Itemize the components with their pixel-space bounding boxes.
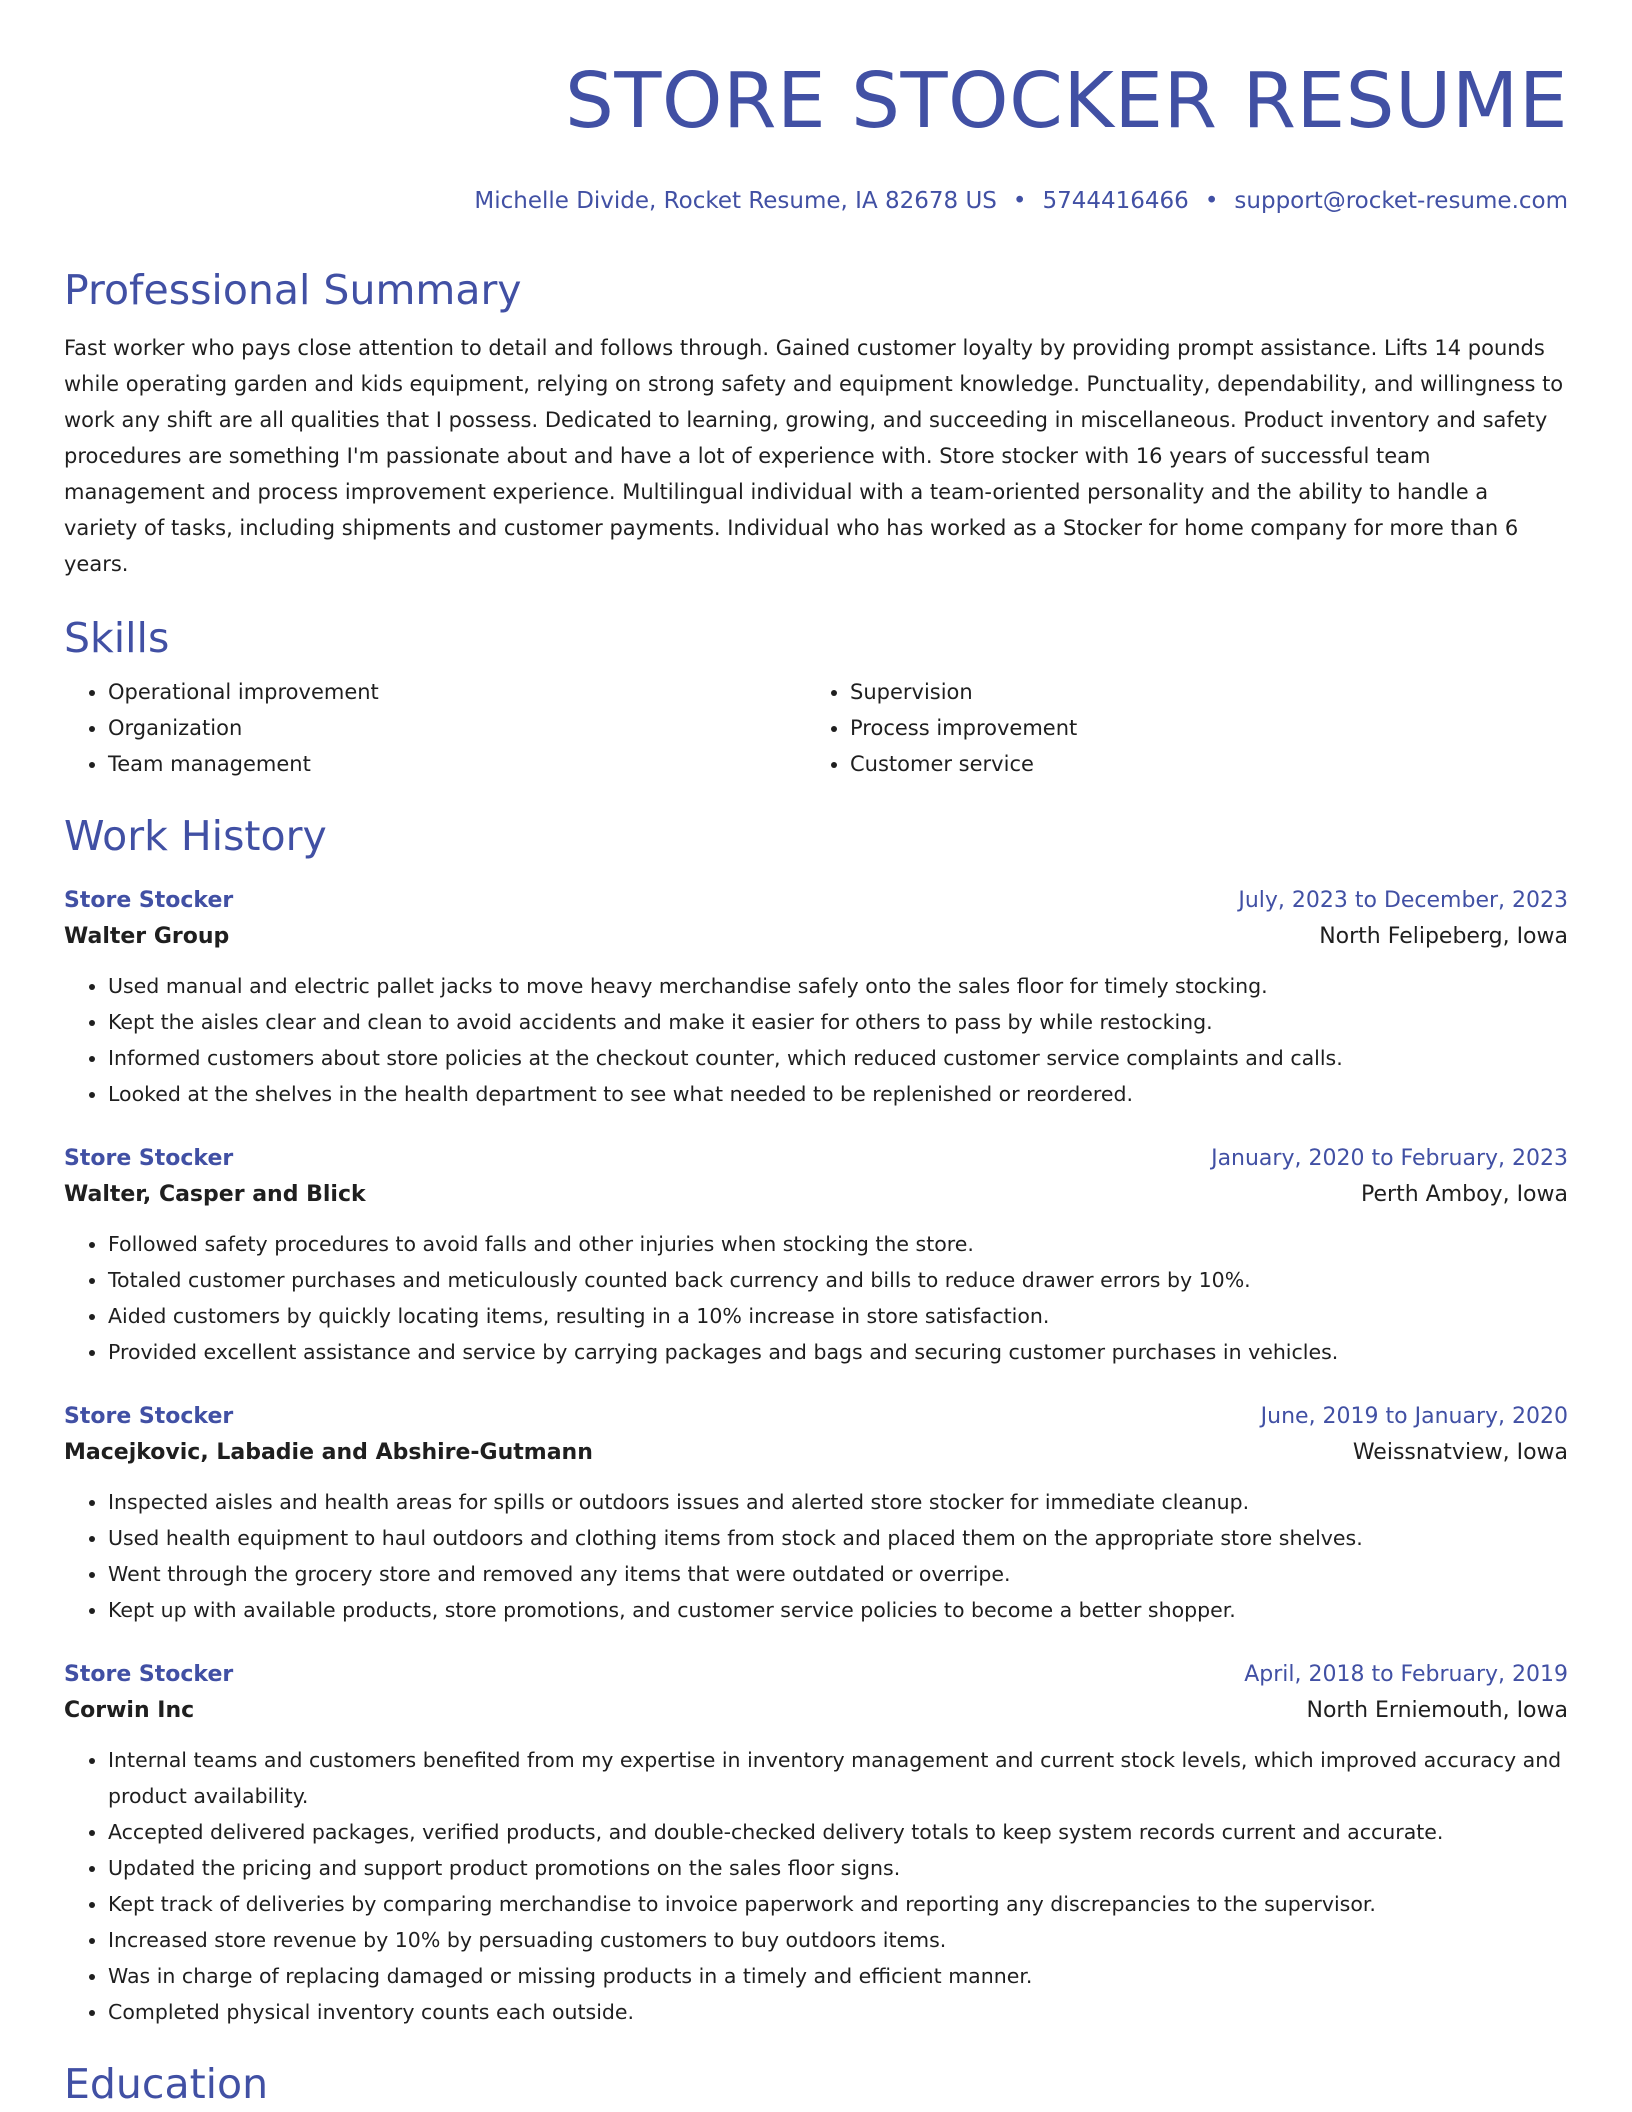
job-bullets — [64, 1742, 1568, 2030]
job-bullet: • Looked at the shelves in the health department to see what needed to be replenished or reordered. — [108, 1076, 1568, 1112]
job-dates: January, 2020 to February, 2023 — [1211, 1146, 1568, 1171]
job-title: Store Stocker — [64, 1146, 234, 1171]
job-company: Macejkovic, Labadie and Abshire-Gutmann — [64, 1440, 593, 1465]
skills-list — [64, 674, 1568, 782]
job-company: Walter Group — [64, 924, 230, 949]
job-entry — [64, 884, 1568, 1112]
job-bullet: • Informed customers about store policies at the checkout counter, which reduced customer service complaints and calls. — [108, 1040, 1568, 1076]
job-entry — [64, 1142, 1568, 1370]
job-bullet: • Increased store revenue by 10% by persuading customers to buy outdoors items. — [108, 1922, 1568, 1958]
job-location: North Felipeberg, Iowa — [1319, 924, 1568, 949]
job-title: Store Stocker — [64, 1404, 234, 1429]
job-bullet: • Updated the pricing and support product promotions on the sales floor signs. — [108, 1850, 1568, 1886]
contact-separator: • — [1012, 188, 1027, 214]
contact-line — [64, 186, 1568, 216]
job-location: Perth Amboy, Iowa — [1361, 1182, 1568, 1207]
skill-item: • Team management — [108, 746, 806, 782]
job-bullet: • Went through the grocery store and removed any items that were outdated or overripe. — [108, 1556, 1568, 1592]
skills-heading: Skills — [64, 614, 170, 662]
skill-item: • Organization — [108, 710, 806, 746]
job-entry — [64, 1658, 1568, 2030]
job-bullets — [64, 1484, 1568, 1628]
work-history-heading: Work History — [64, 812, 327, 860]
skills-column-left — [64, 674, 806, 782]
job-bullets — [64, 968, 1568, 1112]
summary-heading: Professional Summary — [64, 266, 522, 314]
job-bullet: • Accepted delivered packages, verified products, and double-checked delivery totals to keep system records current and accurate. — [108, 1814, 1568, 1850]
contact-separator: • — [1204, 188, 1219, 214]
job-bullet: • Followed safety procedures to avoid falls and other injuries when stocking the store. — [108, 1226, 1568, 1262]
contact-phone: 5744416466 — [1042, 188, 1189, 214]
job-dates: April, 2018 to February, 2019 — [1244, 1662, 1568, 1687]
job-bullet: • Completed physical inventory counts each outside. — [108, 1994, 1568, 2030]
contact-address: Michelle Divide, Rocket Resume, IA 82678 US — [474, 188, 997, 214]
job-bullet: • Was in charge of replacing damaged or missing products in a timely and efficient manner. — [108, 1958, 1568, 1994]
job-location: Weissnatview, Iowa — [1352, 1440, 1568, 1465]
job-bullet: • Kept up with available products, store promotions, and customer service policies to become a better shopper. — [108, 1592, 1568, 1628]
job-location: North Erniemouth, Iowa — [1306, 1698, 1568, 1723]
job-bullet: • Used manual and electric pallet jacks to move heavy merchandise safely onto the sales floor for timely stocking. — [108, 968, 1568, 1004]
skills-column-right — [806, 674, 1077, 782]
skill-item: • Supervision — [850, 674, 1077, 710]
education-heading: Education — [64, 2060, 269, 2108]
skill-item: • Process improvement — [850, 710, 1077, 746]
job-bullet: • Aided customers by quickly locating items, resulting in a 10% increase in store satisfaction. — [108, 1298, 1568, 1334]
job-bullet: • Kept the aisles clear and clean to avoid accidents and make it easier for others to pass by while restocking. — [108, 1004, 1568, 1040]
contact-email: support@rocket-resume.com — [1234, 188, 1568, 214]
skill-item: • Customer service — [850, 746, 1077, 782]
summary-text: Fast worker who pays close attention to detail and follows through. Gained customer loyalty by providing prompt assistance. Lifts 14 pounds while operating garden and kids equipment, relying on strong safety and equipment knowledge. Punctuality, dependability, and willingness to work any shift are all qualities that I possess. Dedicated to learning, growing, and succeeding in miscellaneous. Product inventory and safety procedures are something I'm passionate about and have a lot of experience with. Store stocker with 16 years of successful team management and process improvement experience. Multilingual individual with a team-oriented personality and the ability to handle a variety of tasks, including shipments and customer payments. Individual who has worked as a Stocker for home company for more than 6 years. — [64, 336, 1564, 576]
job-dates: June, 2019 to January, 2020 — [1260, 1404, 1568, 1429]
job-company: Corwin Inc — [64, 1698, 195, 1723]
job-bullet: • Kept track of deliveries by comparing merchandise to invoice paperwork and reporting any discrepancies to the supervisor. — [108, 1886, 1568, 1922]
job-bullet: • Internal teams and customers benefited from my expertise in inventory management and current stock levels, which improved accuracy and product availability. — [108, 1742, 1568, 1814]
job-company: Walter, Casper and Blick — [64, 1182, 366, 1207]
resume-title: STORE STOCKER RESUME — [564, 57, 1568, 146]
job-title: Store Stocker — [64, 888, 234, 913]
job-bullet: • Totaled customer purchases and meticulously counted back currency and bills to reduce drawer errors by 10%. — [108, 1262, 1568, 1298]
job-bullets — [64, 1226, 1568, 1370]
job-bullet: • Used health equipment to haul outdoors and clothing items from stock and placed them on the appropriate store shelves. — [108, 1520, 1568, 1556]
skill-item: • Operational improvement — [108, 674, 806, 710]
job-title: Store Stocker — [64, 1662, 234, 1687]
job-dates: July, 2023 to December, 2023 — [1238, 888, 1568, 913]
job-entry — [64, 1400, 1568, 1628]
job-bullet: • Provided excellent assistance and service by carrying packages and bags and securing customer purchases in vehicles. — [108, 1334, 1568, 1370]
job-bullet: • Inspected aisles and health areas for spills or outdoors issues and alerted store stocker for immediate cleanup. — [108, 1484, 1568, 1520]
